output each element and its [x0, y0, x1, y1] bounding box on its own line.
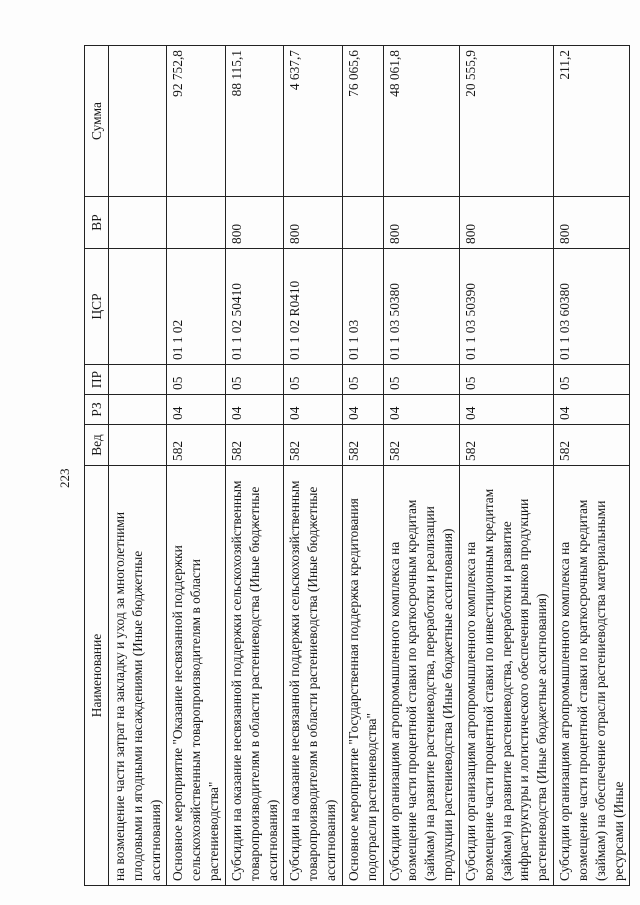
table-row — [225, 46, 283, 886]
cell-sum: 48 061,8 — [383, 46, 459, 197]
column-header-vr: ВР — [85, 197, 109, 249]
cell-vr — [342, 197, 383, 249]
cell-sum: 88 115,1 — [225, 46, 283, 197]
cell-rz: 04 — [459, 395, 553, 425]
column-header-name: Наименование — [85, 466, 109, 886]
column-header-csr: ЦСР — [85, 249, 109, 365]
cell-sum: 76 065,6 — [342, 46, 383, 197]
table-row — [284, 46, 342, 886]
cell-csr: 01 1 02 R0410 — [284, 249, 342, 365]
cell-name: Субсидии на оказание несвязанной поддержки сельскохозяйственным товаропроизводителям в области растениеводства (Иные бюджетные ассигнования) — [284, 466, 342, 886]
cell-ved: 582 — [342, 425, 383, 466]
cell-vr — [167, 197, 225, 249]
cell-vr: 800 — [383, 197, 459, 249]
cell-name: Субсидии на оказание несвязанной поддержки сельскохозяйственным товаропроизводителям в области растениеводства (Иные бюджетные ассигнования) — [225, 466, 283, 886]
cell-vr: 800 — [554, 197, 630, 249]
table-row — [383, 46, 459, 886]
cell-csr — [109, 249, 167, 365]
column-header-ved: Вед — [85, 425, 109, 466]
rotated-table-container — [84, 46, 630, 886]
cell-pr: 05 — [342, 365, 383, 395]
table-row — [167, 46, 225, 886]
cell-csr: 01 1 02 50410 — [225, 249, 283, 365]
cell-sum — [109, 46, 167, 197]
table-row — [109, 46, 167, 886]
cell-ved — [109, 425, 167, 466]
cell-name: на возмещение части затрат на закладку и уход за многолетними плодовыми и ягодными насаждениями (Иные бюджетные ассигнования) — [109, 466, 167, 886]
table-row — [554, 46, 630, 886]
cell-vr: 800 — [284, 197, 342, 249]
cell-pr: 05 — [459, 365, 553, 395]
cell-sum: 92 752,8 — [167, 46, 225, 197]
cell-ved: 582 — [167, 425, 225, 466]
cell-pr: 05 — [167, 365, 225, 395]
cell-name: Субсидии организациям агропромышленного комплекса на возмещение части процентной ставки по краткосрочным кредитам (займам) на обеспечение отрасли растениеводства материальными ресурсами (Иные — [554, 466, 630, 886]
table-row — [342, 46, 383, 886]
cell-vr: 800 — [459, 197, 553, 249]
cell-name: Субсидии организациям агропромышленного комплекса на возмещение части процентной ставки по инвестиционным кредитам (займам) на развитие растениеводства, переработки и развитие инфраструктуры и логистического обеспечения рынков продукции растениеводства (Иные бюджетные ассигнования) — [459, 466, 553, 886]
cell-rz: 04 — [383, 395, 459, 425]
cell-rz: 04 — [225, 395, 283, 425]
cell-csr: 01 1 03 50390 — [459, 249, 553, 365]
cell-csr: 01 1 02 — [167, 249, 225, 365]
cell-sum: 211,2 — [554, 46, 630, 197]
cell-csr: 01 1 03 60380 — [554, 249, 630, 365]
cell-rz: 04 — [284, 395, 342, 425]
cell-rz: 04 — [554, 395, 630, 425]
cell-pr: 05 — [284, 365, 342, 395]
cell-sum: 4 637,7 — [284, 46, 342, 197]
cell-pr: 05 — [225, 365, 283, 395]
table-header-row — [85, 46, 109, 886]
cell-vr: 800 — [225, 197, 283, 249]
cell-name: Субсидии организациям агропромышленного комплекса на возмещение части процентной ставки по краткосрочным кредитам (займам) на развитие растениеводства, переработки и реализации продукции растениеводства (Иные бюджетные ассигнования) — [383, 466, 459, 886]
cell-pr — [109, 365, 167, 395]
cell-ved: 582 — [459, 425, 553, 466]
cell-rz — [109, 395, 167, 425]
cell-name: Основное мероприятие "Государственная поддержка кредитования подотрасли растениеводства" — [342, 466, 383, 886]
column-header-pr: ПР — [85, 365, 109, 395]
column-header-rz: РЗ — [85, 395, 109, 425]
cell-csr: 01 1 03 — [342, 249, 383, 365]
cell-rz: 04 — [342, 395, 383, 425]
cell-ved: 582 — [383, 425, 459, 466]
table-row — [459, 46, 553, 886]
cell-csr: 01 1 03 50380 — [383, 249, 459, 365]
cell-ved: 582 — [554, 425, 630, 466]
cell-rz: 04 — [167, 395, 225, 425]
cell-name: Основное мероприятие "Оказание несвязанной поддержки сельскохозяйственным товаропроизводителям в области растениеводства" — [167, 466, 225, 886]
cell-pr: 05 — [383, 365, 459, 395]
cell-sum: 20 555,9 — [459, 46, 553, 197]
cell-ved: 582 — [225, 425, 283, 466]
cell-pr: 05 — [554, 365, 630, 395]
page-number: 223 — [57, 468, 72, 488]
cell-ved: 582 — [284, 425, 342, 466]
cell-vr — [109, 197, 167, 249]
column-header-sum: Сумма — [85, 46, 109, 197]
budget-table — [84, 45, 630, 886]
